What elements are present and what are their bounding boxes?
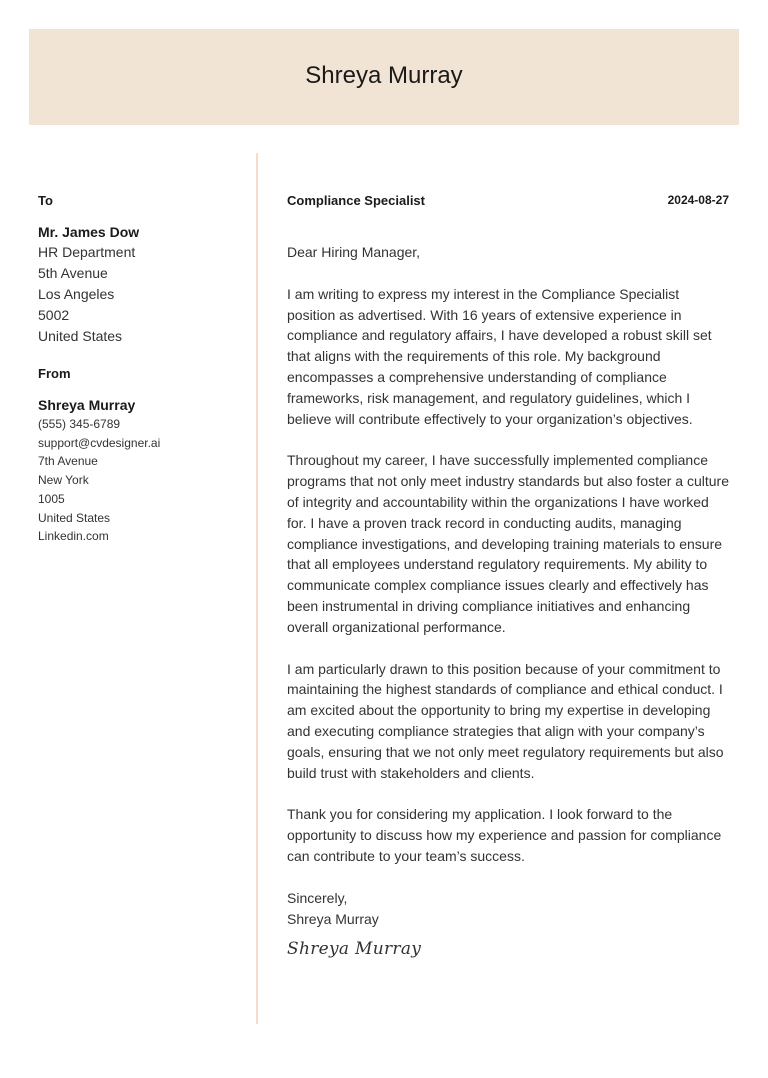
letter-topline (287, 192, 731, 212)
job-title: Compliance Specialist (287, 193, 425, 208)
address-column (38, 192, 243, 546)
sender-country: United States (38, 510, 111, 525)
greeting: Dear Hiring Manager, (287, 244, 421, 260)
recipient-street: 5th Avenue (38, 265, 108, 281)
recipient-postal-code: 5002 (38, 307, 70, 323)
paragraph-motivation: I am particularly drawn to this position because of your commitment to maintaining the highest standards of compliance and ethical conduct. I am excited about the opportunity to bring my expertise in developing and executing compliance strategies that align with your company’s goals, ensuring that we not only meet regulatory requirements but also build trust with stakeholders and clients. (287, 660, 724, 781)
paragraph-thanks: Thank you for considering my application. I look forward to the opportunity to discuss how my experience and passion for compliance can contribute to your team’s success. (287, 806, 722, 864)
applicant-name: Shreya Murray (305, 62, 463, 89)
paragraph-experience: Throughout my career, I have successfully implemented compliance programs that not only meet industry standards but also foster a culture of integrity and accountability within the organizations I have worked for. I have a proven track record in conducting audits, managing compliance investigations, and developing training materials to ensure that all employees understand regulatory requirements. My ability to communicate complex compliance issues clearly and effectively has been instrumental in driving compliance initiatives and enhancing overall organizational performance. (287, 452, 730, 635)
sender-postal-code: 1005 (38, 491, 65, 506)
letter-body (287, 192, 731, 959)
closing: Sincerely, (287, 889, 348, 906)
signature: Shreya Murray (287, 939, 422, 960)
recipient-country: United States (38, 328, 123, 344)
sender-street: 7th Avenue (38, 454, 98, 469)
sender-label: From (38, 366, 71, 381)
sender-city: New York (38, 473, 89, 488)
paragraph-intro: I am writing to express my interest in the Compliance Specialist position as advertised. With 16 years of extensive experience in compliance and regulatory affairs, I have developed a robust skill set that aligns with the requirements of this role. My background encompasses a comprehensive understanding of compliance frameworks, risk management, and regulatory guidelines, which I believe will contribute effectively to your organization’s objectives. (287, 285, 712, 427)
sender-email: support@cvdesigner.ai (38, 435, 161, 450)
recipient-city: Los Angeles (38, 286, 115, 302)
recipient-name: Mr. James Dow (38, 224, 140, 240)
column-divider (256, 153, 258, 1024)
recipient-label: To (38, 193, 53, 208)
sender-linkedin: Linkedin.com (38, 529, 109, 544)
sender-phone: (555) 345-6789 (38, 417, 121, 431)
header-banner (29, 29, 739, 125)
sender-name: Shreya Murray (38, 397, 136, 413)
letter-date: 2024-08-27 (667, 193, 729, 207)
closing-name: Shreya Murray (287, 910, 379, 927)
recipient-department: HR Department (38, 244, 136, 260)
